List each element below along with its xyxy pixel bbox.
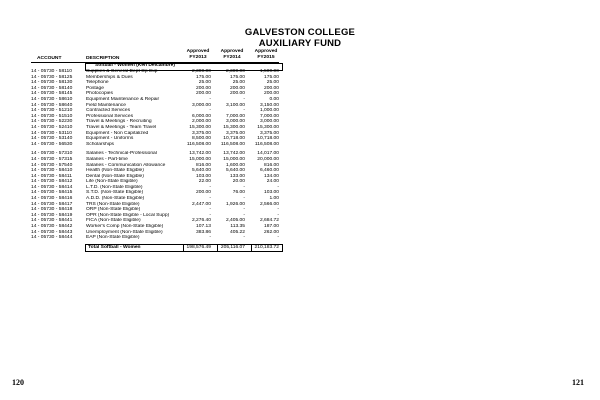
line-description: Telephone [86,80,109,86]
account-code: 14 - 05730 - 58442 [31,224,73,230]
line-description: Salaries - Part-time [86,156,128,162]
value-fy2013: - [209,96,211,102]
value-fy2015: 1.00 [269,196,279,202]
account-code: 14 - 05730 - 58415 [31,190,73,196]
line-description: A.D.D. (Non-State Eligible) [86,196,145,202]
value-fy2013: 3,375.00 [191,130,211,136]
value-fy2014: 76.00 [232,190,245,196]
value-fy2013: 816.00 [196,162,211,168]
value-fy2014: - [243,212,245,218]
header-fy2015-top: Approved [254,49,278,54]
line-description: Equipment - Uniforms [86,136,134,142]
line-description: OPR (Non-State Eligible - Local Supp) [86,212,170,218]
total-fy2015: 210,183.72 [254,244,279,250]
expense-group-personnel [31,151,281,241]
value-fy2014: 1,926.00 [225,201,245,207]
value-fy2015: 116,508.00 [254,141,279,147]
value-fy2014: 7,000.00 [225,113,245,119]
total-fy2014: 205,116.07 [220,244,245,250]
value-fy2014: 15,300.00 [223,124,245,130]
line-description: Postage [86,85,104,91]
value-fy2013: - [209,184,211,190]
account-code: 14 - 05730 - 58419 [31,212,73,218]
value-fy2014: 3,375.00 [225,130,245,136]
value-fy2015: 2,684.72 [259,218,279,224]
line-description: S.T.D. (Non-State Eligible) [86,190,144,196]
header-fy2015 [251,49,281,61]
value-fy2015: 3,375.00 [259,130,279,136]
value-fy2015: 103.00 [264,190,279,196]
line-description: Equipment - Non Capitalized [86,130,149,136]
value-fy2015: 15,300.00 [257,124,279,130]
account-code: 14 - 05730 - 58140 [31,85,73,91]
account-code: 14 - 05730 - 58110 [31,69,72,74]
value-fy2014: 133.00 [230,173,245,179]
table-header [31,45,281,62]
account-code: 14 - 05730 - 51510 [31,113,73,119]
account-code: 14 - 05730 - 52230 [31,119,73,125]
value-fy2014: 15,000.00 [223,156,245,162]
line-description: Scholarships [86,141,114,147]
line-description: Travel & Meetings - Team Travel [86,124,157,130]
account-code: 14 - 05730 - 58410 [31,168,73,174]
line-description: Field Maintenance [86,102,126,108]
account-code: 14 - 05730 - 57315 [31,156,73,162]
account-code: 14 - 05730 - 52410 [31,124,73,130]
value-fy2013: 8,500.00 [191,136,211,142]
value-fy2013: 15,000.00 [189,156,211,162]
value-fy2014: 2,300.00 [225,69,245,74]
value-fy2013: 6,000.00 [191,113,211,119]
account-code: 14 - 05730 - 58443 [31,229,73,235]
line-description: FICA (Non-State Eligible) [86,218,141,224]
line-description: Supplies & General Dept Op Exp [86,69,158,74]
header-fy2014 [217,49,247,61]
account-code: 14 - 05730 - 57540 [31,162,73,168]
line-description: Professional Services [86,113,134,119]
line-description: Equipment Maintenance & Repair [86,96,160,102]
value-fy2013: 200.00 [196,91,211,97]
account-code: 14 - 05730 - 58411 [31,173,72,179]
header-fy2015-bottom: FY2015 [257,54,275,60]
value-fy2015: 20,000.00 [257,156,279,162]
header-fy2013-bottom: FY2013 [189,54,207,60]
value-fy2014: 175.00 [230,74,245,80]
value-fy2015: 14,017.00 [257,151,279,157]
value-fy2013: 3,000.00 [191,102,211,108]
value-fy2013: - [209,235,211,241]
value-fy2014: 3,000.00 [225,119,245,125]
header-fy2013-top: Approved [186,49,210,54]
value-fy2014: 13,742.00 [223,151,245,157]
value-fy2014: 20.00 [232,179,245,185]
line-description: Travel & Meetings - Recruiting [86,119,152,125]
value-fy2013: 15,300.00 [189,124,211,130]
account-code: 14 - 05730 - 58130 [31,80,73,86]
value-fy2015: 1,000.00 [259,108,279,114]
section-title-row [31,62,281,69]
account-code: 14 - 05730 - 53140 [31,136,73,142]
account-code: 14 - 05730 - 56530 [31,141,73,147]
value-fy2013: 107.13 [196,224,211,230]
value-fy2013: 116,508.00 [186,141,211,147]
header-account: ACCOUNT [37,56,62,61]
value-fy2015: 0.00 [269,96,279,102]
value-fy2013: 22.00 [198,179,211,185]
account-code: 14 - 05730 - 58441 [31,218,73,224]
value-fy2013: 2,447.00 [191,201,211,207]
account-code: 14 - 05730 - 51210 [31,108,73,114]
value-fy2015: - [277,184,279,190]
value-fy2013: - [209,108,211,114]
line-description: Photocopies [86,91,113,97]
budget-table [31,45,281,251]
account-code: 14 - 05730 - 58416 [31,196,73,202]
header-fy2013 [183,49,213,61]
value-fy2013: - [209,212,211,218]
account-code: 14 - 05730 - 53110 [31,130,72,136]
value-fy2015: 200.00 [264,85,279,91]
account-code: 14 - 05730 - 58125 [31,74,73,80]
value-fy2014: 113.35 [230,224,245,230]
header-description: DESCRIPTION [86,56,120,61]
value-fy2014: 200.00 [230,85,245,91]
total-row [31,244,281,251]
document-title: GALVESTON COLLEGE [244,27,356,38]
table-row [31,142,281,148]
value-fy2013: 200.00 [196,190,211,196]
value-fy2014: 5,640.00 [225,168,245,174]
page-number-right: 121 [572,378,584,387]
value-fy2013: 175.00 [196,74,211,80]
account-code: 14 - 05730 - 58640 [31,102,73,108]
value-fy2015: 1,500.00 [259,69,279,74]
line-description: ORP (Non-State Eligible) [86,207,141,213]
line-description: Health (Non-State Eligible) [86,168,144,174]
value-fy2015: 3,150.00 [259,102,279,108]
account-code: 14 - 05730 - 58417 [31,201,73,207]
value-fy2014: - [243,108,245,114]
value-fy2014: 3,100.00 [225,102,245,108]
account-code: 14 - 05730 - 58610 [31,96,73,102]
value-fy2015: 134.00 [264,173,279,179]
value-fy2015: 25.00 [266,80,279,86]
header-fy2014-bottom: FY2014 [223,54,241,60]
line-description: EAP (Non-State Eligible) [86,235,140,241]
value-fy2013: - [209,196,211,202]
value-fy2013: 103.00 [196,173,211,179]
value-fy2015: - [277,207,279,213]
value-fy2014: 1,600.00 [225,162,245,168]
value-fy2013: 2,300.00 [191,69,211,74]
value-fy2014: - [243,184,245,190]
value-fy2013: 13,742.00 [189,151,211,157]
value-fy2013: 383.86 [196,229,211,235]
table-row [31,235,281,241]
value-fy2015: 3,000.00 [259,119,279,125]
line-description: Memberships & Dues [86,74,133,80]
value-fy2013: 2,000.00 [191,119,211,125]
document-subtitle: AUXILIARY FUND [258,38,342,49]
line-description: TRS (Non-State Eligible) [86,201,140,207]
value-fy2015: 262.00 [264,229,279,235]
value-fy2014: 10,718.00 [223,136,245,142]
line-description: Salaries - Technical-Professional [86,151,157,157]
value-fy2014: - [243,235,245,241]
account-code: 14 - 05730 - 58444 [31,235,73,241]
line-description: Contracted Services [86,108,131,114]
header-fy2014-top: Approved [220,49,244,54]
value-fy2015: 24.00 [266,179,279,185]
value-fy2014: 25.00 [232,80,245,86]
value-fy2014: - [243,196,245,202]
value-fy2015: - [277,212,279,218]
line-description: Worker's Comp (Non-State Eligible) [86,224,164,230]
value-fy2014: 2,405.00 [225,218,245,224]
value-fy2015: 6,460.00 [259,168,279,174]
page-number-left: 120 [12,378,24,387]
value-fy2015: 2,566.00 [259,201,279,207]
value-fy2013: 5,640.00 [191,168,211,174]
value-fy2014: 200.00 [230,91,245,97]
value-fy2015: 10,718.00 [257,136,279,142]
value-fy2013: - [209,207,211,213]
value-fy2013: 2,276.40 [191,218,211,224]
value-fy2015: 7,000.00 [259,113,279,119]
value-fy2015: 175.00 [264,74,279,80]
total-fy2013: 198,576.49 [186,244,211,250]
value-fy2015: 200.00 [264,91,279,97]
account-code: 14 - 05730 - 58412 [31,179,73,185]
total-label: Total Softball - Women [88,244,141,250]
value-fy2015: 187.00 [264,224,279,230]
value-fy2015: 816.00 [264,162,279,168]
line-description: Life (Non-State Eligible) [86,179,138,185]
expense-group-operating [31,69,281,147]
account-code: 14 - 05730 - 58145 [31,91,73,97]
value-fy2013: 25.00 [198,80,211,86]
line-description: L.T.D. (Non-State Eligible) [86,184,143,190]
value-fy2014: 405.22 [230,229,245,235]
line-description: Unemployment (Non-State Eligible) [86,229,163,235]
section-title: Softball - Women (Ken Delcambre) [94,63,176,68]
value-fy2014: 116,508.00 [220,141,245,147]
value-fy2014: - [243,207,245,213]
line-description: Dental (Non-State Eligible) [86,173,144,179]
account-code: 14 - 05730 - 58414 [31,184,73,190]
value-fy2013: 200.00 [196,85,211,91]
account-code: 14 - 05730 - 58418 [31,207,73,213]
line-description: Salaries - Communication Allowance [86,162,166,168]
value-fy2015: - [277,235,279,241]
account-code: 14 - 05730 - 57310 [31,151,73,157]
value-fy2014: - [243,96,245,102]
